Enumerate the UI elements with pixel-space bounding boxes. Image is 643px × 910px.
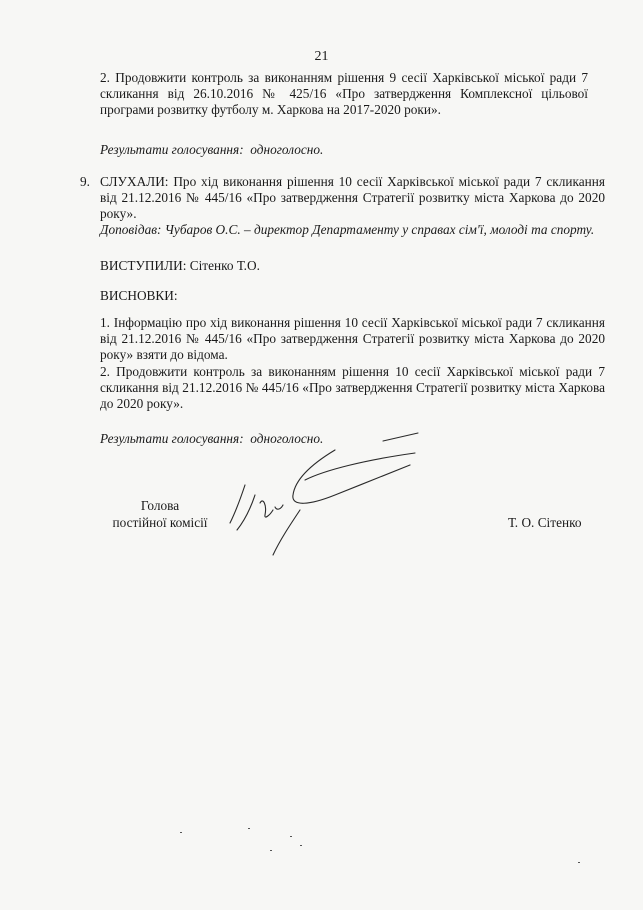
voting-value: одноголосно. bbox=[250, 142, 324, 157]
scan-speck bbox=[578, 862, 580, 863]
signature-title-line2: постійної комісії bbox=[112, 515, 208, 530]
item9-number: 9. bbox=[80, 174, 90, 189]
scan-speck bbox=[180, 832, 182, 833]
voting-label: Результати голосування: bbox=[100, 431, 244, 446]
scan-speck bbox=[290, 836, 292, 837]
scan-speck bbox=[270, 850, 272, 851]
voting-result-1 bbox=[100, 142, 500, 158]
scan-speck bbox=[300, 845, 302, 846]
voting-value: одноголосно. bbox=[250, 431, 324, 446]
signature-title-line1: Голова bbox=[140, 498, 180, 513]
voting-label: Результати голосування: bbox=[100, 142, 244, 157]
handwritten-signature bbox=[215, 425, 445, 565]
item9-heard-paragraph: СЛУХАЛИ: Про хід виконання рішення 10 сесії Харківської міської ради 7 скликання від 21.12.2016 № 445/16 «Про затвердження Стратегії розвитку міста Харкова до 2020 року». bbox=[100, 174, 605, 221]
item9-speaker: Доповідав: Чубаров О.С. – директор Департаменту у справах сім'ї, молоді та спорту. bbox=[100, 222, 595, 237]
item2-control-paragraph: 2. Продовжити контроль за виконанням рішення 9 сесії Харківської міської ради 7 скликання від 26.10.2016 № 425/16 «Про затвердження Комплексної цільової програми розвитку футболу м. Харкова на 2017-2020 роки». bbox=[100, 70, 588, 117]
signature-name: Т. О. Сітенко bbox=[508, 515, 582, 530]
scan-speck bbox=[248, 828, 250, 829]
page-number: 21 bbox=[314, 49, 329, 64]
conclusion-2: 2. Продовжити контроль за виконанням рішення 10 сесії Харківської міської ради 7 скликання від 21.12.2016 № 445/16 «Про затвердження Стратегії розвитку міста Харкова до 2020 року». bbox=[100, 364, 605, 411]
conclusions-heading: ВИСНОВКИ: bbox=[100, 288, 178, 303]
signature-title bbox=[90, 497, 230, 531]
item9-spoke: ВИСТУПИЛИ: Сітенко Т.О. bbox=[100, 258, 260, 273]
conclusion-1: 1. Інформацію про хід виконання рішення 10 сесії Харківської міської ради 7 скликання від 21.12.2016 № 445/16 «Про затвердження Стратегії розвитку міста Харкова до 2020 року» взяти до відома. bbox=[100, 315, 605, 362]
